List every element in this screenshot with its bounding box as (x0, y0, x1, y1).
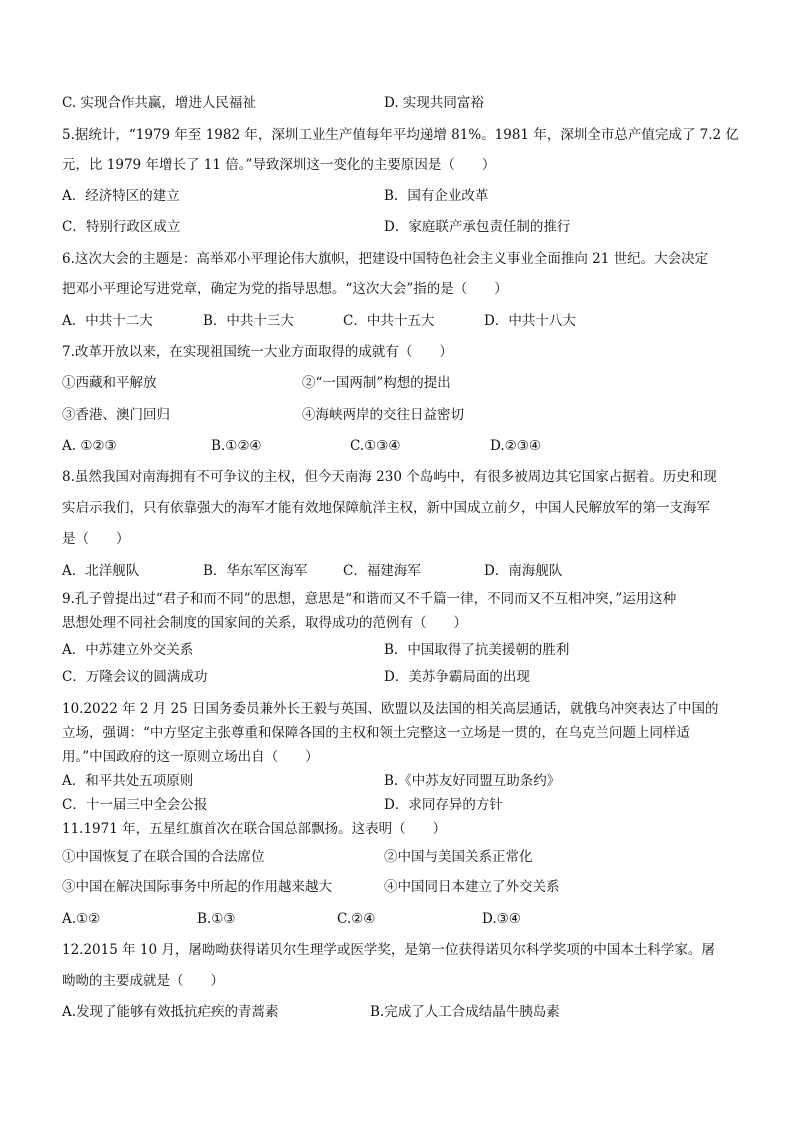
q11-option: C.②④ (337, 911, 376, 927)
q6-option: A．中共十二大 (62, 313, 153, 329)
q10-stem-line: 立场，强调：“中方坚定主张尊重和保障各国的主权和领土完整这一立场是一贯的，在乌克兰问题上同样适 (62, 725, 690, 741)
q10-stem-line: 10.2022 年 2 月 25 日国务委员兼外长王毅与英国、欧盟以及法国的相关高层通话，就俄乌冲突表达了中国的 (62, 701, 719, 717)
q11-stem: 11.1971 年，五星红旗首次在联合国总部飘扬。这表明（ ） (62, 821, 447, 837)
q8-stem-line: 是（ ） (62, 531, 130, 547)
q8-stem-line: 8.虽然我国对南海拥有不可争议的主权，但今天南海 230 个岛屿中，有很多被周边其它国家占据着。历史和现 (62, 469, 717, 485)
q8-option: B．华东军区海军 (203, 563, 308, 579)
q11-item: ③中国在解决国际事务中所起的作用越来越大 (62, 879, 332, 895)
q7-item: ③香港、澳门回归 (62, 407, 170, 423)
q12-stem-line: 呦呦的主要成就是（ ） (62, 973, 224, 989)
q6-option: D．中共十八大 (484, 313, 576, 329)
q11-option: B.①③ (197, 911, 236, 927)
q9-stem-line: 思想处理不同社会制度的国家间的关系，取得成功的范例有（ ） (62, 615, 467, 631)
q7-item: ④海峡两岸的交往日益密切 (302, 407, 464, 423)
q5-option: D．家庭联产承包责任制的推行 (384, 219, 571, 235)
q6-stem-line: 6.这次大会的主题是：高举邓小平理论伟大旗帜，把建设中国特色社会主义事业全面推向 21 世纪。大会决定 (62, 251, 709, 267)
q7-item: ①西藏和平解放 (62, 375, 157, 391)
q4-option-d: D. 实现共同富裕 (384, 95, 484, 111)
q5-option: A．经济特区的建立 (62, 188, 180, 204)
q5-stem-line: 5.据统计，“1979 年至 1982 年，深圳工业生产值每年平均递增 81%。1981 年，深圳全市总产值完成了 7.2 亿 (62, 127, 739, 143)
q10-option: A．和平共处五项原则 (62, 773, 194, 789)
q6-stem-line: 把邓小平理论写进党章，确定为党的指导思想。“这次大会”指的是（ ） (62, 281, 508, 297)
q11-item: ④中国同日本建立了外交关系 (384, 879, 560, 895)
q10-option: C．十一届三中全会公报 (62, 797, 208, 813)
q8-option: D．南海舰队 (484, 563, 563, 579)
q9-option: B．中国取得了抗美援朝的胜利 (384, 642, 570, 658)
q4-option-c: C. 实现合作共赢，增进人民福祉 (62, 95, 256, 111)
q5-stem-line: 元，比 1979 年增长了 11 倍。”导致深圳这一变化的主要原因是（ ） (62, 157, 496, 173)
q5-option: C．特别行政区成立 (62, 219, 181, 235)
q9-stem-line: 9.孔子曾提出过“君子和而不同”的思想，意思是“和谐而又不千篇一律，不同而又不互相冲突，”运用这种 (62, 591, 677, 607)
q10-option: D．求同存异的方针 (384, 797, 503, 813)
q5-option: B．国有企业改革 (384, 188, 489, 204)
q10-option: B.《中苏友好同盟互助条约》 (384, 773, 561, 789)
q11-item: ②中国与美国关系正常化 (384, 849, 533, 865)
q7-stem: 7.改革开放以来，在实现祖国统一大业方面取得的成就有（ ） (62, 344, 453, 360)
q6-option: B．中共十三大 (203, 313, 294, 329)
q7-option: C.①③④ (350, 438, 401, 454)
q9-option: C．万隆会议的圆满成功 (62, 669, 208, 685)
q9-option: A．中苏建立外交关系 (62, 642, 194, 658)
q8-option: C．福建海军 (343, 563, 421, 579)
q12-stem-line: 12.2015 年 10 月，屠呦呦获得诺贝尔生理学或医学奖，是第一位获得诺贝尔科学奖项的中国本土科学家。屠 (62, 942, 715, 958)
q7-option: D.②③④ (490, 438, 541, 454)
q11-item: ①中国恢复了在联合国的合法席位 (62, 849, 265, 865)
q8-option: A．北洋舰队 (62, 563, 140, 579)
q11-option: D.③④ (482, 911, 521, 927)
q12-option: A.发现了能够有效抵抗疟疾的青蒿素 (62, 1004, 279, 1020)
q9-option: D．美苏争霸局面的出现 (384, 669, 530, 685)
q7-option: B.①②④ (211, 438, 262, 454)
q8-stem-line: 实启示我们，只有依靠强大的海军才能有效地保障航洋主权，新中国成立前夕，中国人民解放军的第一支海军 (62, 500, 710, 516)
q7-option: A. ①②③ (62, 438, 117, 454)
q12-option: B.完成了人工合成结晶牛胰岛素 (370, 1004, 560, 1020)
q7-item: ②“一国两制”构想的提出 (302, 375, 451, 391)
q10-stem-line: 用。”中国政府的这一原则立场出自（ ） (62, 749, 319, 765)
q11-option: A.①② (62, 911, 101, 927)
q6-option: C．中共十五大 (343, 313, 435, 329)
